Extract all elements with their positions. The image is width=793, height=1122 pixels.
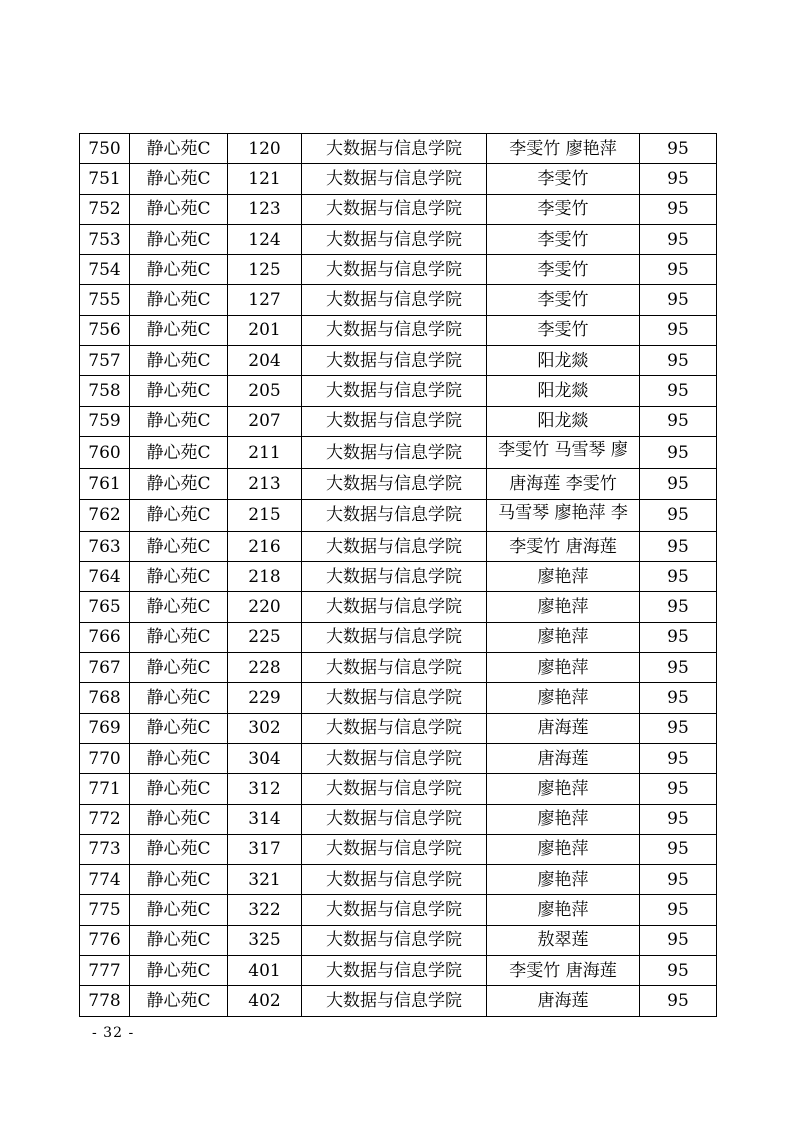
table-row: [80, 531, 717, 561]
cell-staff-text: 李雯竹 马雪琴 廖: [498, 439, 628, 460]
cell-building: 静心苑C: [130, 134, 228, 164]
cell-staff: 阳龙燚: [487, 376, 640, 406]
cell-room: 207: [228, 406, 302, 436]
cell-number: 770: [80, 743, 130, 773]
cell-building: 静心苑C: [130, 436, 228, 468]
cell-room: 124: [228, 224, 302, 254]
cell-room: 304: [228, 743, 302, 773]
cell-college: 大数据与信息学院: [302, 499, 487, 531]
cell-building: 静心苑C: [130, 315, 228, 345]
cell-score: 95: [640, 834, 717, 864]
table-row: [80, 164, 717, 194]
cell-staff: 廖艳萍: [487, 683, 640, 713]
table-row: [80, 376, 717, 406]
table-row: [80, 622, 717, 652]
cell-score: 95: [640, 743, 717, 773]
cell-room: 211: [228, 436, 302, 468]
cell-college: 大数据与信息学院: [302, 315, 487, 345]
cell-staff: 阳龙燚: [487, 406, 640, 436]
cell-number: 761: [80, 469, 130, 499]
cell-building: 静心苑C: [130, 834, 228, 864]
cell-number: 766: [80, 622, 130, 652]
cell-building: 静心苑C: [130, 592, 228, 622]
cell-room: 123: [228, 194, 302, 224]
table-row: [80, 895, 717, 925]
cell-building: 静心苑C: [130, 925, 228, 955]
cell-score: 95: [640, 895, 717, 925]
table-body: [80, 134, 717, 1017]
cell-number: 776: [80, 925, 130, 955]
cell-room: 228: [228, 653, 302, 683]
cell-staff: 李雯竹 唐海莲: [487, 531, 640, 561]
cell-staff: 廖艳萍: [487, 592, 640, 622]
cell-number: 771: [80, 774, 130, 804]
table-row: [80, 224, 717, 254]
cell-room: 229: [228, 683, 302, 713]
cell-score: 95: [640, 346, 717, 376]
cell-staff: 唐海莲: [487, 713, 640, 743]
cell-score: 95: [640, 469, 717, 499]
cell-room: 312: [228, 774, 302, 804]
cell-college: 大数据与信息学院: [302, 562, 487, 592]
cell-room: 325: [228, 925, 302, 955]
cell-staff-text: 马雪琴 廖艳萍 李: [498, 502, 628, 523]
table-row: [80, 469, 717, 499]
cell-room: 127: [228, 285, 302, 315]
cell-staff: 李雯竹: [487, 255, 640, 285]
cell-room: 121: [228, 164, 302, 194]
cell-college: 大数据与信息学院: [302, 834, 487, 864]
cell-college: 大数据与信息学院: [302, 531, 487, 561]
table-row: [80, 194, 717, 224]
cell-staff: 唐海莲: [487, 743, 640, 773]
cell-number: 768: [80, 683, 130, 713]
cell-number: 760: [80, 436, 130, 468]
cell-building: 静心苑C: [130, 774, 228, 804]
cell-building: 静心苑C: [130, 713, 228, 743]
table-row: [80, 774, 717, 804]
cell-score: 95: [640, 224, 717, 254]
cell-college: 大数据与信息学院: [302, 285, 487, 315]
cell-college: 大数据与信息学院: [302, 224, 487, 254]
table-row: [80, 743, 717, 773]
cell-building: 静心苑C: [130, 255, 228, 285]
cell-college: 大数据与信息学院: [302, 164, 487, 194]
cell-building: 静心苑C: [130, 683, 228, 713]
cell-college: 大数据与信息学院: [302, 683, 487, 713]
cell-score: 95: [640, 562, 717, 592]
cell-staff: 唐海莲: [487, 986, 640, 1016]
cell-college: 大数据与信息学院: [302, 865, 487, 895]
cell-room: 215: [228, 499, 302, 531]
table-row: [80, 285, 717, 315]
cell-staff: 李雯竹 唐海莲: [487, 956, 640, 986]
cell-room: 322: [228, 895, 302, 925]
cell-staff: 廖艳萍: [487, 804, 640, 834]
table-row: [80, 134, 717, 164]
cell-number: 752: [80, 194, 130, 224]
cell-number: 759: [80, 406, 130, 436]
cell-number: 757: [80, 346, 130, 376]
cell-room: 125: [228, 255, 302, 285]
cell-room: 213: [228, 469, 302, 499]
cell-score: 95: [640, 956, 717, 986]
cell-score: 95: [640, 713, 717, 743]
cell-building: 静心苑C: [130, 224, 228, 254]
cell-room: 401: [228, 956, 302, 986]
table-row: [80, 255, 717, 285]
table-row: [80, 865, 717, 895]
cell-building: 静心苑C: [130, 895, 228, 925]
table-row: [80, 834, 717, 864]
cell-number: 758: [80, 376, 130, 406]
table-row: [80, 315, 717, 345]
table-row: [80, 436, 717, 468]
cell-staff: 廖艳萍: [487, 834, 640, 864]
cell-score: 95: [640, 406, 717, 436]
cell-college: 大数据与信息学院: [302, 376, 487, 406]
cell-score: 95: [640, 315, 717, 345]
cell-room: 225: [228, 622, 302, 652]
cell-score: 95: [640, 436, 717, 468]
cell-college: 大数据与信息学院: [302, 346, 487, 376]
cell-number: 767: [80, 653, 130, 683]
cell-number: 775: [80, 895, 130, 925]
cell-room: 321: [228, 865, 302, 895]
table-row: [80, 804, 717, 834]
cell-room: 204: [228, 346, 302, 376]
cell-score: 95: [640, 683, 717, 713]
table-row: [80, 562, 717, 592]
cell-college: 大数据与信息学院: [302, 622, 487, 652]
cell-college: 大数据与信息学院: [302, 255, 487, 285]
cell-building: 静心苑C: [130, 986, 228, 1016]
cell-building: 静心苑C: [130, 499, 228, 531]
cell-staff: 李雯竹 廖艳萍: [487, 134, 640, 164]
cell-score: 95: [640, 622, 717, 652]
cell-building: 静心苑C: [130, 406, 228, 436]
cell-college: 大数据与信息学院: [302, 743, 487, 773]
cell-staff: 李雯竹: [487, 194, 640, 224]
table-row: [80, 683, 717, 713]
cell-building: 静心苑C: [130, 346, 228, 376]
cell-staff: [487, 436, 640, 468]
cell-college: 大数据与信息学院: [302, 134, 487, 164]
cell-room: 218: [228, 562, 302, 592]
cell-staff: 李雯竹: [487, 164, 640, 194]
cell-number: 762: [80, 499, 130, 531]
cell-number: 772: [80, 804, 130, 834]
cell-college: 大数据与信息学院: [302, 895, 487, 925]
cell-number: 756: [80, 315, 130, 345]
cell-number: 773: [80, 834, 130, 864]
cell-building: 静心苑C: [130, 804, 228, 834]
cell-college: 大数据与信息学院: [302, 713, 487, 743]
cell-number: 751: [80, 164, 130, 194]
cell-score: 95: [640, 194, 717, 224]
cell-room: 317: [228, 834, 302, 864]
cell-number: 778: [80, 986, 130, 1016]
cell-number: 774: [80, 865, 130, 895]
cell-staff: 唐海莲 李雯竹: [487, 469, 640, 499]
cell-score: 95: [640, 653, 717, 683]
cell-score: 95: [640, 285, 717, 315]
cell-number: 754: [80, 255, 130, 285]
cell-college: 大数据与信息学院: [302, 406, 487, 436]
cell-staff: 廖艳萍: [487, 895, 640, 925]
cell-college: 大数据与信息学院: [302, 925, 487, 955]
cell-staff: 廖艳萍: [487, 865, 640, 895]
cell-score: 95: [640, 804, 717, 834]
cell-score: 95: [640, 774, 717, 804]
cell-room: 201: [228, 315, 302, 345]
dormitory-score-table: [79, 133, 717, 1017]
cell-building: 静心苑C: [130, 562, 228, 592]
cell-number: 763: [80, 531, 130, 561]
table-row: [80, 956, 717, 986]
cell-staff: 阳龙燚: [487, 346, 640, 376]
cell-number: 764: [80, 562, 130, 592]
table-row: [80, 499, 717, 531]
cell-building: 静心苑C: [130, 285, 228, 315]
cell-score: 95: [640, 531, 717, 561]
cell-staff: [487, 499, 640, 531]
cell-building: 静心苑C: [130, 376, 228, 406]
cell-room: 402: [228, 986, 302, 1016]
cell-staff: 李雯竹: [487, 224, 640, 254]
cell-building: 静心苑C: [130, 164, 228, 194]
cell-number: 777: [80, 956, 130, 986]
cell-number: 769: [80, 713, 130, 743]
table-row: [80, 713, 717, 743]
cell-college: 大数据与信息学院: [302, 986, 487, 1016]
cell-staff: 廖艳萍: [487, 774, 640, 804]
cell-score: 95: [640, 925, 717, 955]
cell-college: 大数据与信息学院: [302, 956, 487, 986]
cell-score: 95: [640, 986, 717, 1016]
cell-college: 大数据与信息学院: [302, 592, 487, 622]
cell-building: 静心苑C: [130, 469, 228, 499]
table-row: [80, 986, 717, 1016]
cell-number: 755: [80, 285, 130, 315]
cell-building: 静心苑C: [130, 194, 228, 224]
cell-number: 753: [80, 224, 130, 254]
page-number: - 32 -: [92, 1025, 135, 1041]
cell-room: 216: [228, 531, 302, 561]
cell-building: 静心苑C: [130, 531, 228, 561]
cell-score: 95: [640, 865, 717, 895]
dormitory-score-table-container: [79, 133, 716, 1017]
cell-score: 95: [640, 134, 717, 164]
cell-room: 314: [228, 804, 302, 834]
table-row: [80, 406, 717, 436]
table-row: [80, 925, 717, 955]
cell-score: 95: [640, 376, 717, 406]
table-row: [80, 653, 717, 683]
cell-room: 120: [228, 134, 302, 164]
cell-college: 大数据与信息学院: [302, 469, 487, 499]
cell-score: 95: [640, 164, 717, 194]
cell-staff: 李雯竹: [487, 285, 640, 315]
cell-room: 220: [228, 592, 302, 622]
cell-staff: 廖艳萍: [487, 562, 640, 592]
cell-score: 95: [640, 255, 717, 285]
cell-staff: 李雯竹: [487, 315, 640, 345]
cell-building: 静心苑C: [130, 622, 228, 652]
cell-score: 95: [640, 499, 717, 531]
cell-room: 302: [228, 713, 302, 743]
cell-number: 750: [80, 134, 130, 164]
cell-college: 大数据与信息学院: [302, 774, 487, 804]
cell-staff: 廖艳萍: [487, 653, 640, 683]
cell-score: 95: [640, 592, 717, 622]
cell-building: 静心苑C: [130, 743, 228, 773]
table-row: [80, 592, 717, 622]
table-row: [80, 346, 717, 376]
cell-building: 静心苑C: [130, 956, 228, 986]
cell-building: 静心苑C: [130, 865, 228, 895]
cell-college: 大数据与信息学院: [302, 804, 487, 834]
cell-college: 大数据与信息学院: [302, 436, 487, 468]
cell-staff: 敖翠莲: [487, 925, 640, 955]
cell-college: 大数据与信息学院: [302, 653, 487, 683]
cell-number: 765: [80, 592, 130, 622]
cell-building: 静心苑C: [130, 653, 228, 683]
cell-room: 205: [228, 376, 302, 406]
cell-staff: 廖艳萍: [487, 622, 640, 652]
cell-college: 大数据与信息学院: [302, 194, 487, 224]
